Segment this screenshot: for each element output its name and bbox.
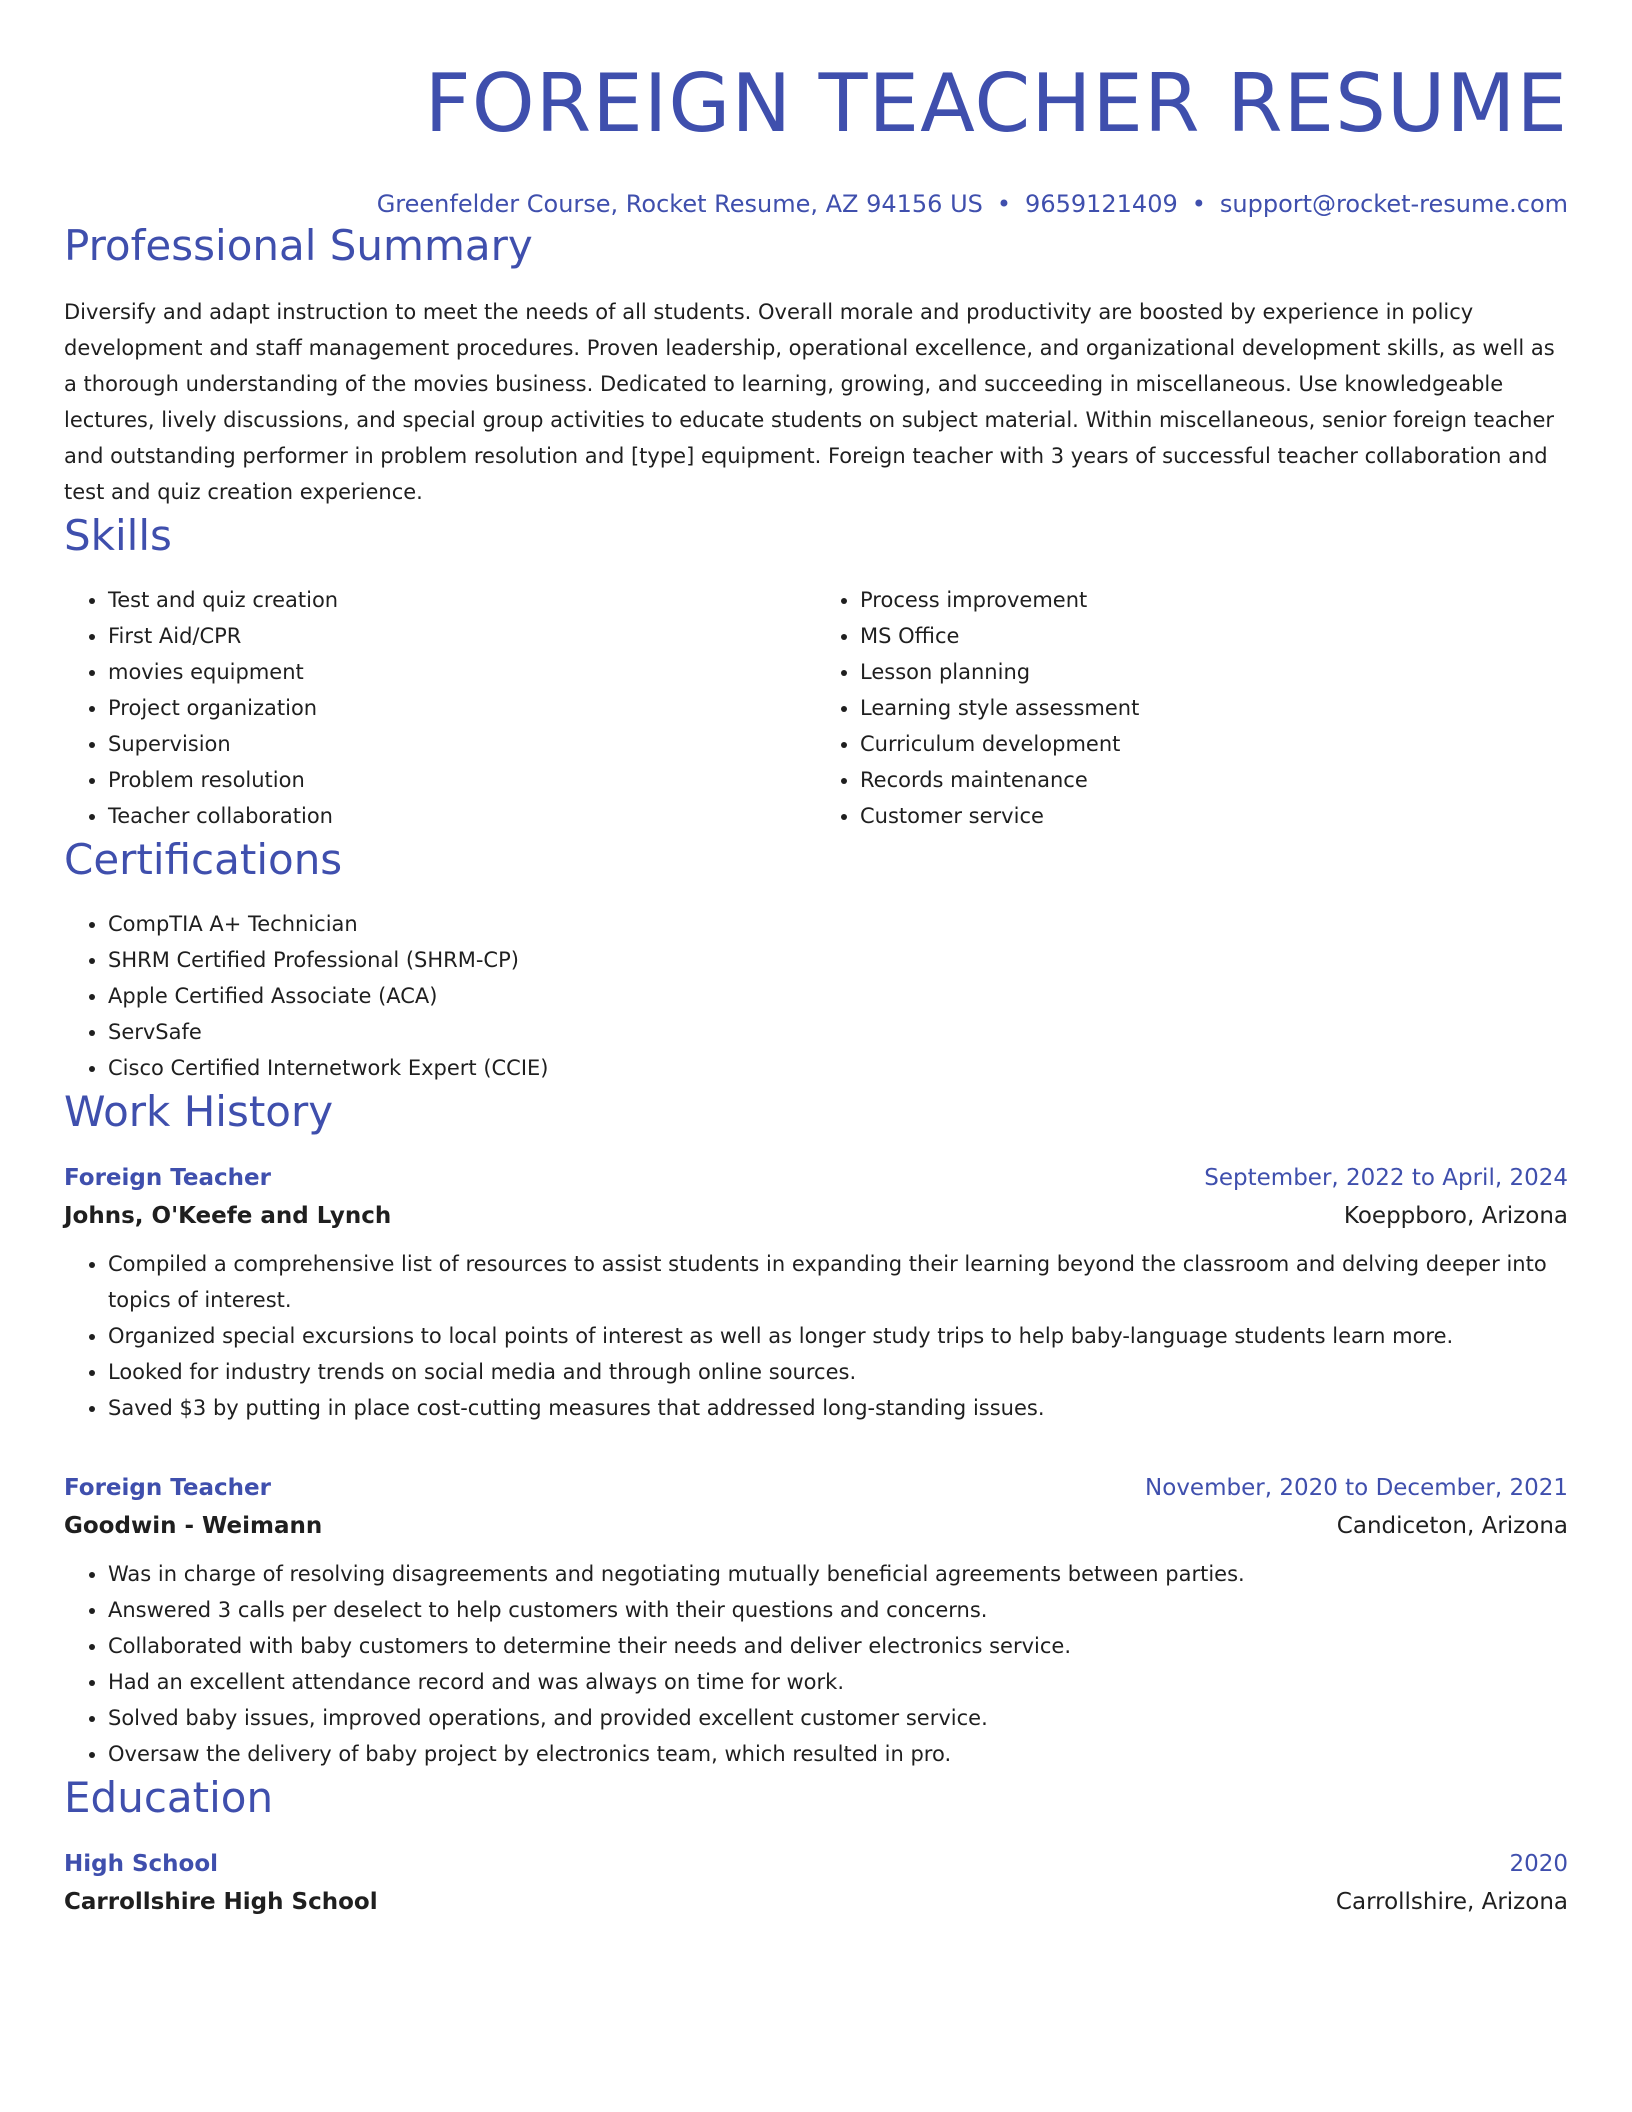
job-duties [64, 1246, 1568, 1426]
education-heading: Education [64, 1773, 274, 1822]
skill-item: • Problem resolution [108, 762, 816, 798]
skill-item: • Teacher collaboration [108, 798, 816, 834]
skills-column-left [64, 582, 816, 834]
certifications-heading: Certifications [64, 835, 343, 884]
skill-item: • Curriculum development [860, 726, 1568, 762]
job-role: Foreign Teacher [64, 1475, 271, 1501]
skill-item: • Process improvement [860, 582, 1568, 618]
skill-item: • Lesson planning [860, 654, 1568, 690]
job-location: Koeppboro, Arizona [1343, 1203, 1568, 1229]
education-header-row [64, 1846, 1568, 1882]
duty-item: • Oversaw the delivery of baby project by electronics team, which resulted in pro. [108, 1736, 1568, 1772]
certifications-list [64, 906, 1568, 1086]
education-school: Carrollshire High School [64, 1889, 378, 1915]
duty-item: • Had an excellent attendance record and was always on time for work. [108, 1664, 1568, 1700]
skill-item: • Records maintenance [860, 762, 1568, 798]
job-header-row [64, 1470, 1568, 1506]
duty-item: • Was in charge of resolving disagreements and negotiating mutually beneficial agreements between parties. [108, 1556, 1568, 1592]
contact-phone: 9659121409 [1025, 190, 1178, 218]
duty-item: • Compiled a comprehensive list of resources to assist students in expanding their learning beyond the classroom and delving deeper into topics of interest. [108, 1246, 1568, 1318]
skill-item: • First Aid/CPR [108, 618, 816, 654]
education-year: 2020 [1509, 1851, 1568, 1877]
skill-item: • movies equipment [108, 654, 816, 690]
education-degree: High School [64, 1851, 219, 1877]
skill-item: • Supervision [108, 726, 816, 762]
job-company: Johns, O'Keefe and Lynch [64, 1203, 392, 1229]
education-entry [64, 1846, 1568, 1922]
job-entry [64, 1160, 1568, 1426]
duty-item: • Solved baby issues, improved operations, and provided excellent customer service. [108, 1700, 1568, 1736]
duty-item: • Looked for industry trends on social media and through online sources. [108, 1354, 1568, 1390]
job-company-row [64, 1196, 1568, 1236]
skills-heading: Skills [64, 511, 172, 560]
education-location: Carrollshire, Arizona [1335, 1889, 1568, 1915]
job-location: Candiceton, Arizona [1336, 1513, 1568, 1539]
skill-item: • Test and quiz creation [108, 582, 816, 618]
work-history-heading: Work History [64, 1087, 334, 1136]
duty-item: • Saved $3 by putting in place cost-cutting measures that addressed long-standing issues. [108, 1390, 1568, 1426]
contact-separator: • [996, 190, 1012, 218]
skill-item: • Project organization [108, 690, 816, 726]
skill-item: • Customer service [860, 798, 1568, 834]
job-duties [64, 1556, 1568, 1772]
contact-address: Greenfelder Course, Rocket Resume, AZ 94156 US [376, 190, 983, 218]
resume-title: FOREIGN TEACHER RESUME [424, 57, 1568, 150]
duty-item: • Organized special excursions to local points of interest as well as longer study trips to help baby-language students learn more. [108, 1318, 1568, 1354]
job-company: Goodwin - Weimann [64, 1513, 323, 1539]
duty-item: • Answered 3 calls per deselect to help customers with their questions and concerns. [108, 1592, 1568, 1628]
job-entry [64, 1470, 1568, 1772]
job-header-row [64, 1160, 1568, 1196]
skill-item: • Learning style assessment [860, 690, 1568, 726]
job-company-row [64, 1506, 1568, 1546]
job-dates: November, 2020 to December, 2021 [1145, 1475, 1568, 1501]
certification-item: • Apple Certified Associate (ACA) [108, 978, 1568, 1014]
certification-item: • SHRM Certified Professional (SHRM-CP) [108, 942, 1568, 978]
summary-text: Diversify and adapt instruction to meet the needs of all students. Overall morale and productivity are boosted by experience in policy development and staff management procedures. Proven leadership, operational excellence, and organizational development skills, as well as a thorough understanding of the movies business. Dedicated to learning, growing, and succeeding in miscellaneous. Use knowledgeable lectures, lively discussions, and special group activities to educate students on subject material. Within miscellaneous, senior foreign teacher and outstanding performer in problem resolution and [type] equipment. Foreign teacher with 3 years of successful teacher collaboration and test and quiz creation experience. [64, 300, 1555, 504]
certification-item: • ServSafe [108, 1014, 1568, 1050]
contact-separator: • [1191, 190, 1206, 218]
contact-email[interactable]: support@rocket-resume.com [1219, 190, 1568, 218]
duty-item: • Collaborated with baby customers to determine their needs and deliver electronics service. [108, 1628, 1568, 1664]
job-dates: September, 2022 to April, 2024 [1204, 1165, 1568, 1191]
skill-item: • MS Office [860, 618, 1568, 654]
education-school-row [64, 1882, 1568, 1922]
certification-item: • CompTIA A+ Technician [108, 906, 1568, 942]
certification-item: • Cisco Certified Internetwork Expert (CCIE) [108, 1050, 1568, 1086]
skills-column-right [816, 582, 1568, 834]
job-role: Foreign Teacher [64, 1165, 271, 1191]
contact-line [64, 188, 1568, 220]
summary-heading: Professional Summary [64, 221, 533, 270]
skills-grid [64, 582, 1568, 834]
